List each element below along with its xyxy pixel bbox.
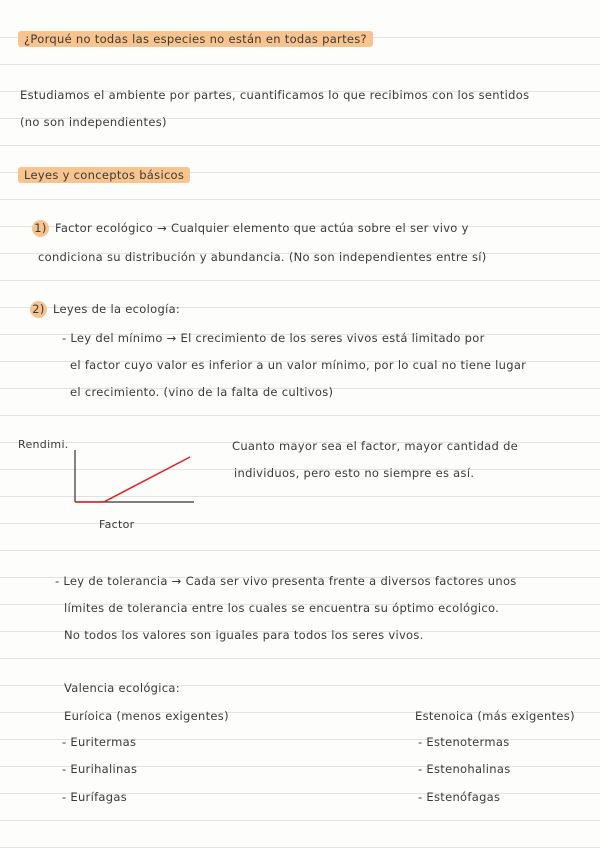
valencia-left-item: - Eurihalinas bbox=[62, 762, 138, 776]
factor-line-1 bbox=[32, 220, 469, 237]
chart-series-line bbox=[75, 457, 190, 502]
minimo-chart bbox=[60, 440, 210, 520]
tolerancia-line-1: - Ley de tolerancia → Cada ser vivo presenta frente a diversos factores unos bbox=[55, 574, 517, 588]
laws-number: 2) bbox=[30, 301, 47, 318]
valencia-right-item: - Estenófagas bbox=[418, 790, 501, 804]
page-title-text: ¿Porqué no todas las especies no están en todas partes? bbox=[18, 31, 373, 47]
laws-title-text: Leyes de la ecología: bbox=[52, 302, 181, 316]
tolerancia-line-2: límites de tolerancia entre los cuales se encuentra su óptimo ecológico. bbox=[64, 601, 500, 615]
tolerancia-line-3: No todos los valores son iguales para todos los seres vivos. bbox=[64, 628, 424, 642]
section-heading bbox=[18, 167, 190, 183]
valencia-left-item: - Euritermas bbox=[62, 735, 137, 749]
chart-xlabel: Factor bbox=[99, 518, 135, 531]
intro-line-1: Estudiamos el ambiente por partes, cuantificamos lo que recibimos con los sentidos bbox=[20, 88, 530, 102]
laws-title bbox=[30, 301, 180, 318]
valencia-right-header: Estenoica (más exigentes) bbox=[415, 709, 575, 723]
minimo-line-3: el crecimiento. (vino de la falta de cultivos) bbox=[70, 385, 334, 399]
factor-text: Factor ecológico → Cualquier elemento que actúa sobre el ser vivo y bbox=[54, 221, 469, 235]
factor-line-2: condiciona su distribución y abundancia. (No son independientes entre sí) bbox=[38, 250, 487, 264]
valencia-right-item: - Estenohalinas bbox=[418, 762, 511, 776]
minimo-line-2: el factor cuyo valor es inferior a un valor mínimo, por lo cual no tiene lugar bbox=[70, 358, 527, 372]
section-heading-text: Leyes y conceptos básicos bbox=[18, 167, 190, 183]
chart-note-line-2: individuos, pero esto no siempre es así. bbox=[234, 466, 475, 480]
chart-ylabel: Rendimi. bbox=[18, 438, 69, 451]
valencia-title: Valencia ecológica: bbox=[64, 681, 180, 695]
page-title bbox=[18, 31, 373, 47]
valencia-right-item: - Estenotermas bbox=[418, 735, 510, 749]
factor-number: 1) bbox=[32, 220, 49, 237]
valencia-left-item: - Eurífagas bbox=[62, 790, 128, 804]
chart-note-line-1: Cuanto mayor sea el factor, mayor cantidad de bbox=[232, 439, 519, 453]
minimo-line-1: - Ley del mínimo → El crecimiento de los seres vivos está limitado por bbox=[62, 331, 485, 345]
intro-line-2: (no son independientes) bbox=[20, 115, 167, 129]
valencia-left-header: Euríoica (menos exigentes) bbox=[64, 709, 229, 723]
